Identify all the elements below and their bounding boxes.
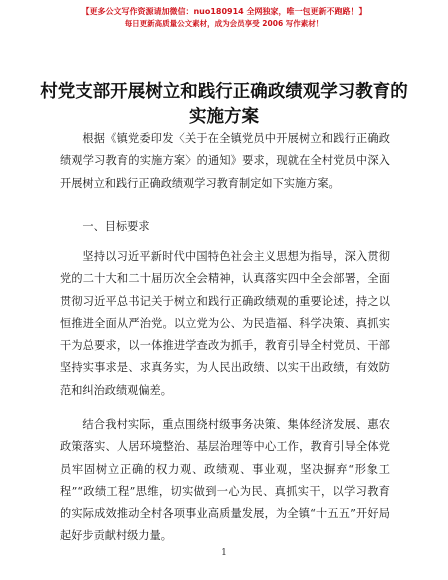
intro-paragraph: 根据《镇党委印发〈关于在全镇党员中开展树立和践行正确政绩观学习教育的实施方案〉的通知》要求，现就在全村党员中深入开展树立和践行正确政绩观学习教育制定如下实施方案。 xyxy=(60,132,390,190)
section-heading-goals: 一、目标要求 xyxy=(82,220,150,233)
promo-line-1: 【更多公文写作资源请加微信：nuo180914 全网独家，唯一包更新不跑路！】 xyxy=(81,7,367,16)
promo-line-2: 每日更新高质量公文素材，成为会员享受 2006 写作素材！ xyxy=(124,19,324,28)
promo-banner xyxy=(0,6,448,30)
goals-paragraph: 坚持以习近平新时代中国特色社会主义思想为指导，深入贯彻党的二十大和二十届历次全会精神，认真落实四中全会部署，全面贯彻习近平总书记关于树立和践行正确政绩观的重要论述，持之以恒推进全面从严治党。以立党为公、为民造福、科学决策、真抓实干为总要求，以一体推进学查改为抓手，教育引导全村党员、干部坚持实事求是、求真务实，为人民出政绩、以实干出政绩，有效防范和纠治政绩观偏差。 xyxy=(60,250,390,397)
work-paragraph: 结合我村实际，重点围绕村级事务决策、集体经济发展、惠农政策落实、人居环境整治、基层治理等中心工作，教育引导全体党员牢固树立正确的权力观、政绩观、事业观，坚决摒弃“形象工程”“政绩工程”思维，切实做到一心为民、真抓实干，以学习教育的实际成效推动全村各项事业高质量发展，为全镇“十五五”开好局起好步贡献村级力量。 xyxy=(60,418,390,543)
document-title: 村党支部开展树立和践行正确政绩观学习教育的实施方案 xyxy=(40,82,408,127)
page-number: 1 xyxy=(221,548,227,558)
